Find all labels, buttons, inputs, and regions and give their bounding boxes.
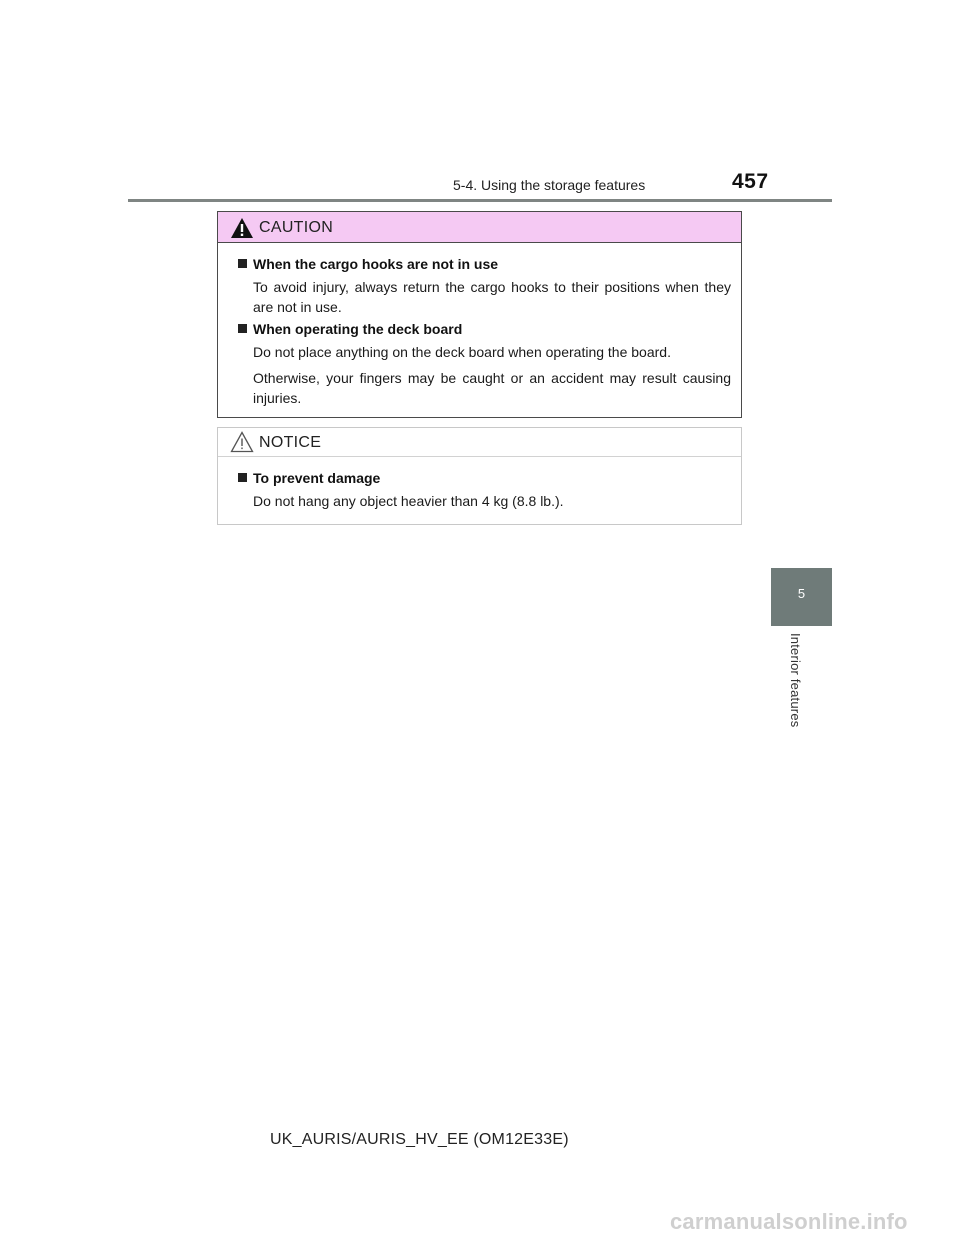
notice-item-title: To prevent damage [253, 470, 381, 486]
caution-item [238, 321, 731, 408]
caution-item-title: When the cargo hooks are not in use [253, 256, 499, 272]
chapter-tab [771, 568, 832, 626]
header-rule [128, 199, 832, 202]
square-bullet-icon [238, 473, 247, 482]
caution-body [218, 243, 741, 408]
chapter-title: Interior features [788, 633, 803, 728]
square-bullet-icon [238, 324, 247, 333]
watermark: carmanualsonline.info [670, 1209, 908, 1234]
caution-header [218, 212, 741, 243]
caution-item-text: Otherwise, your fingers may be caught or an accident may result causing injuries. [253, 370, 731, 406]
caution-item-text: To avoid injury, always return the cargo hooks to their positions when they are not in use. [253, 279, 731, 315]
notice-item [238, 470, 731, 511]
notice-box [217, 427, 742, 525]
notice-heading: NOTICE [259, 434, 322, 451]
model-code: UK_AURIS/AURIS_HV_EE (OM12E33E) [270, 1131, 569, 1148]
caution-item-title: When operating the deck board [253, 321, 463, 337]
caution-box [217, 211, 742, 418]
square-bullet-icon [238, 259, 247, 268]
caution-item [238, 256, 731, 317]
notice-item-text: Do not hang any object heavier than 4 kg (8.8 lb.). [253, 493, 564, 509]
caution-item-text: Do not place anything on the deck board when operating the board. [253, 344, 671, 360]
notice-header [218, 428, 741, 457]
section-title: 5-4. Using the storage features [453, 177, 646, 193]
page-number: 457 [732, 170, 769, 193]
chapter-number: 5 [797, 586, 806, 601]
caution-heading: CAUTION [259, 219, 334, 236]
notice-body [218, 457, 741, 511]
warning-triangle-outline-icon [230, 431, 254, 453]
warning-triangle-filled-icon [230, 217, 254, 239]
